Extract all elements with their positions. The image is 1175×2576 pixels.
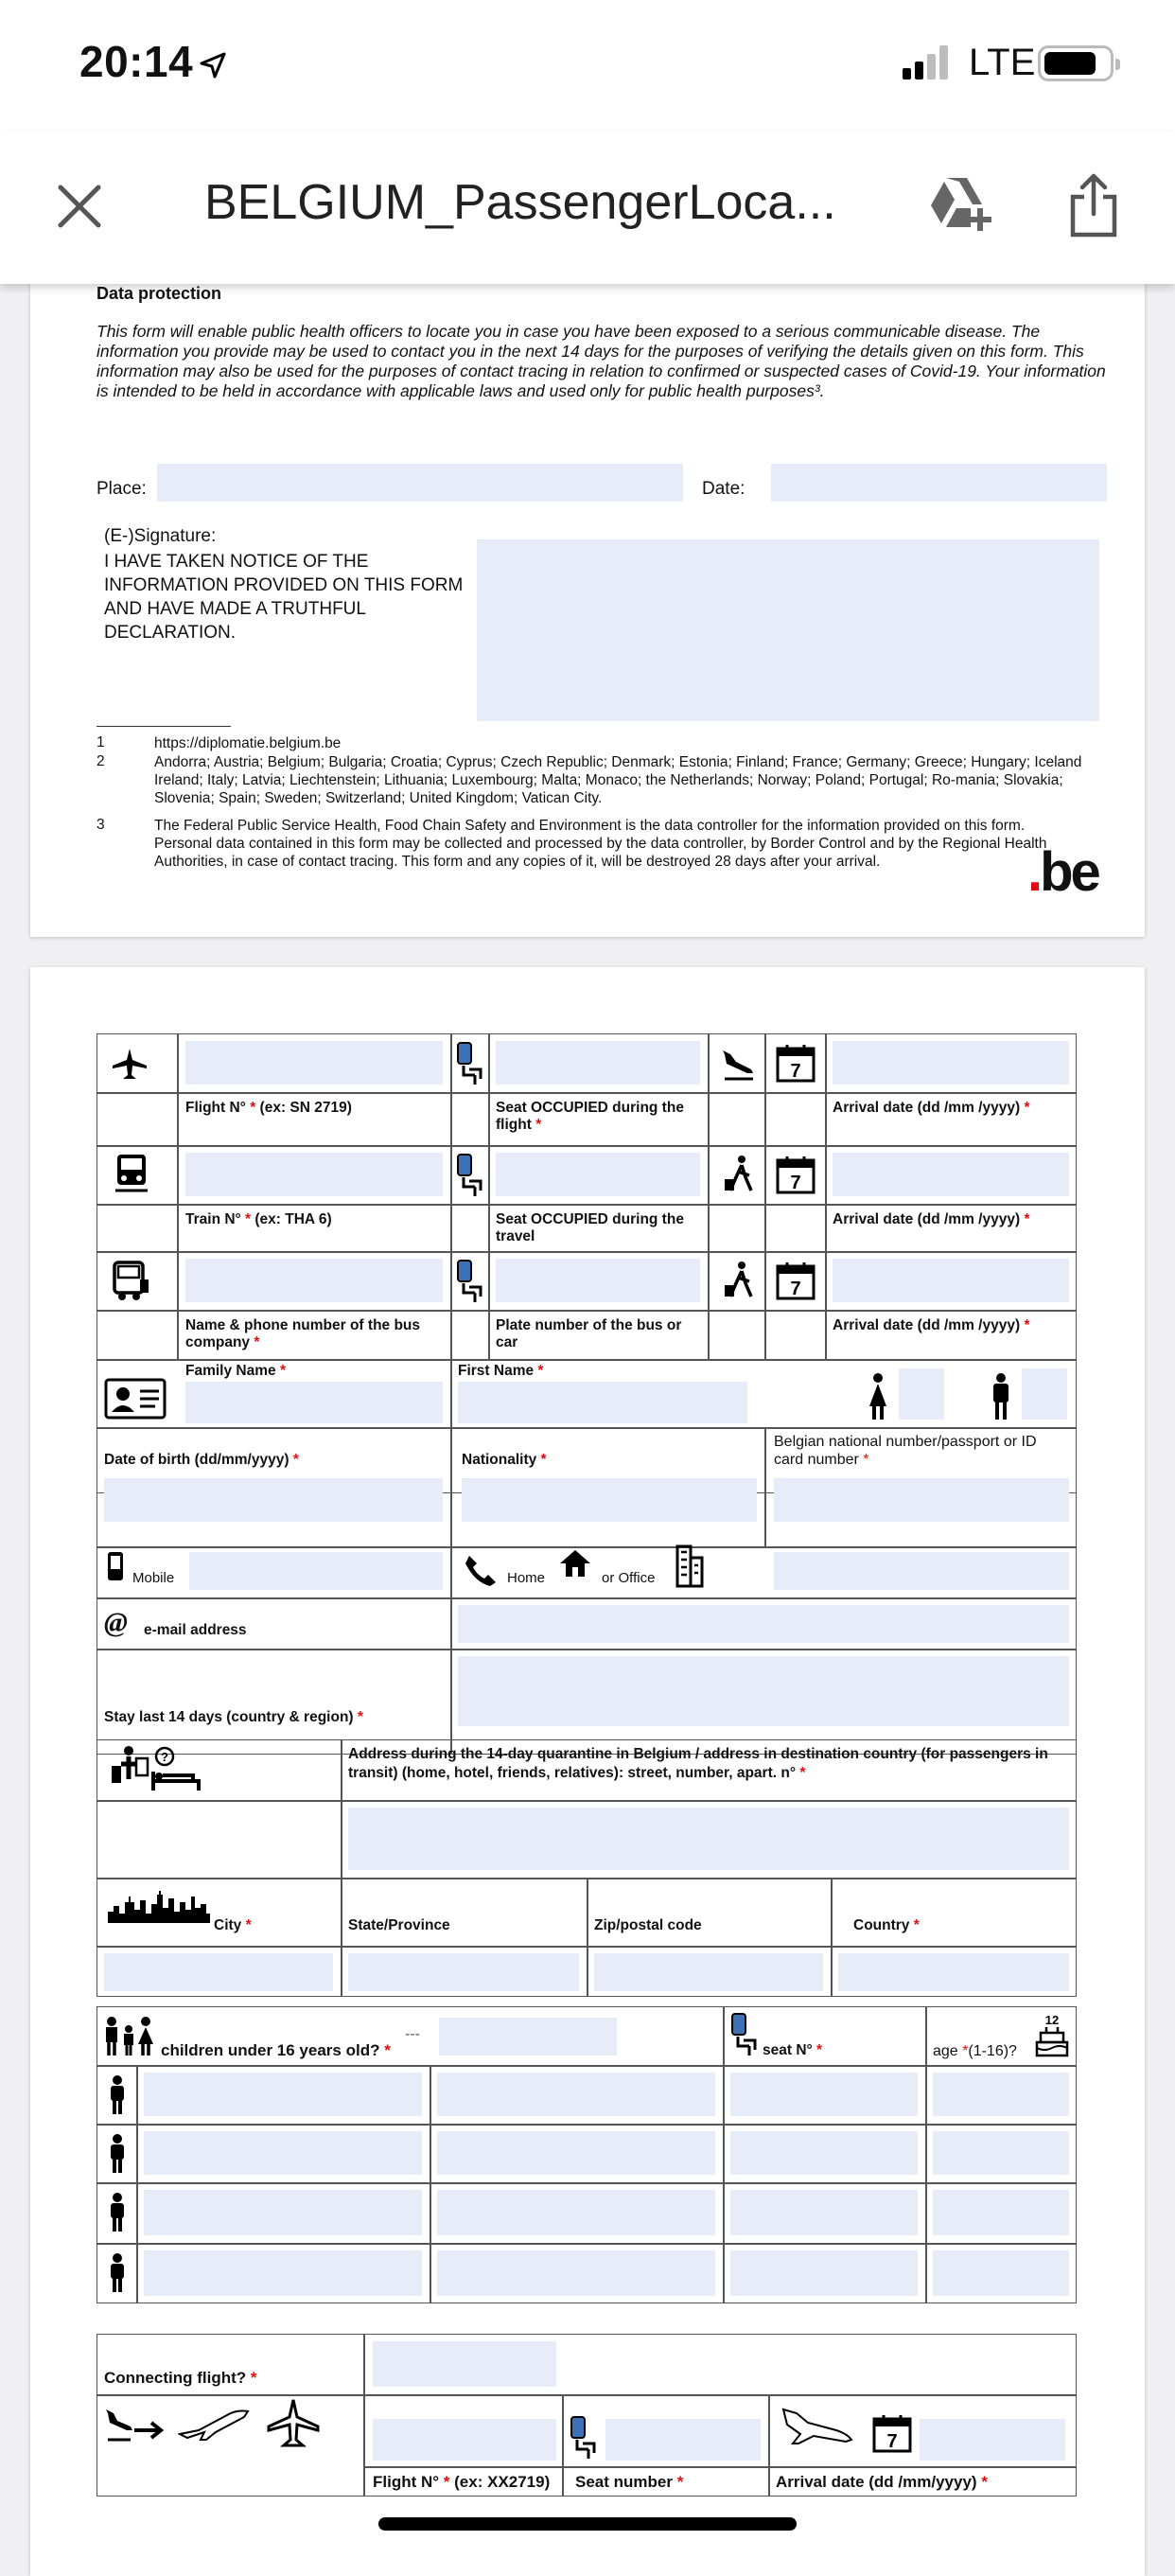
connecting-arrival-date-field[interactable] — [920, 2419, 1065, 2461]
flight-number-label: Flight N° * (ex: SN 2719) — [185, 1100, 352, 1116]
email-field[interactable] — [458, 1605, 1069, 1643]
child-seat-field[interactable] — [730, 2250, 918, 2296]
bus-company-label: Name & phone number of the bus company * — [185, 1317, 421, 1350]
children-label: children under 16 years old? * — [161, 2041, 391, 2059]
female-icon — [867, 1372, 889, 1421]
address-field[interactable] — [348, 1808, 1069, 1870]
connecting-flight-field[interactable] — [373, 2341, 556, 2387]
share-icon[interactable] — [1067, 172, 1120, 238]
bus-arrival-date-label: Arrival date (dd /mm /yyyy) * — [833, 1317, 1030, 1333]
female-checkbox[interactable] — [899, 1368, 944, 1420]
child-icon — [106, 2192, 129, 2233]
plane-outline-icon — [178, 2406, 254, 2444]
bus-arrival-date-field[interactable] — [833, 1259, 1069, 1302]
connecting-flight-number-label: Flight N° * (ex: XX2719) — [373, 2473, 551, 2491]
pdf-page-2 — [30, 967, 1145, 2576]
plane-takeoff-icon — [267, 2398, 320, 2451]
calendar-icon — [776, 1261, 815, 1300]
footnote-divider — [96, 726, 231, 727]
calendar-day: 7 — [886, 2431, 898, 2452]
child-first-name-field[interactable] — [437, 2190, 715, 2235]
state-field[interactable] — [348, 1953, 579, 1991]
nationality-label: Nationality * — [462, 1452, 547, 1468]
be-logo: .be — [1027, 841, 1098, 903]
nationality-field[interactable] — [462, 1478, 757, 1522]
calendar-icon — [776, 1043, 815, 1083]
date-field[interactable] — [771, 464, 1107, 502]
status-bar — [0, 0, 1175, 132]
country-field[interactable] — [838, 1953, 1069, 1991]
footnote-number: 3 — [96, 817, 105, 833]
home-indicator[interactable] — [378, 2517, 797, 2531]
svg-text:12: 12 — [1044, 2013, 1060, 2027]
family-name-label: Family Name * — [185, 1363, 286, 1379]
seat-travel-field[interactable] — [496, 1153, 700, 1196]
child-icon — [106, 2074, 129, 2116]
transfer-landing-icon — [104, 2406, 165, 2447]
home-icon — [556, 1546, 594, 1579]
flight-number-field[interactable] — [185, 1041, 443, 1085]
address-label: Address during the 14-day quarantine in Belgium / address in destination country (for passengers in transit) (home, hotel, friends, relatives): street, number, apart. n° * — [348, 1746, 1048, 1781]
family-name-field[interactable] — [185, 1382, 443, 1423]
place-label: Place: — [96, 479, 147, 499]
national-number-field[interactable] — [774, 1478, 1069, 1522]
data-protection-heading: Data protection — [96, 284, 222, 303]
location-arrow-icon — [199, 51, 227, 79]
mobile-label: Mobile — [132, 1570, 175, 1586]
train-arrival-date-field[interactable] — [833, 1153, 1069, 1196]
home-office-phone-field[interactable] — [774, 1552, 1069, 1590]
calendar-icon — [776, 1155, 815, 1194]
add-to-drive-icon[interactable] — [925, 174, 993, 235]
city-skyline-icon — [108, 1889, 210, 1923]
child-first-name-field[interactable] — [437, 2073, 715, 2116]
bus-company-field[interactable] — [185, 1259, 443, 1302]
place-field[interactable] — [157, 464, 683, 502]
office-label: or Office — [602, 1570, 656, 1586]
train-arrival-date-label: Arrival date (dd /mm /yyyy) * — [833, 1211, 1030, 1227]
stay-field[interactable] — [458, 1656, 1069, 1726]
pdf-page-1 — [30, 274, 1145, 937]
zip-label: Zip/postal code — [594, 1917, 702, 1933]
child-first-name-field[interactable] — [437, 2131, 715, 2175]
plate-number-label: Plate number of the bus or car — [496, 1317, 682, 1350]
connecting-seat-label: Seat number * — [575, 2473, 684, 2491]
child-age-field[interactable] — [933, 2073, 1069, 2116]
dob-label: Date of birth (dd/mm/yyyy) * — [104, 1452, 299, 1468]
child-icon — [106, 2133, 129, 2175]
child-icon — [106, 2252, 129, 2294]
plane-landing-icon — [719, 1045, 757, 1083]
child-name-field[interactable] — [144, 2190, 422, 2235]
document-title: BELGIUM_PassengerLoca... — [204, 175, 836, 230]
footnote-text: Andorra; Austria; Belgium; Bulgaria; Croatia; Cyprus; Czech Republic; Denmark; Estonia; Finland; France; Germany; Greece; Hungary; Iceland Ireland; Italy; Latvia; Liechtenstein; Lithuania; Luxembourg; Malta; Monaco; the Netherlands; Norway; Poland; Portugal; Ro-mania; Slovakia; Slovenia; Spain; Sweden; Switzerland; United Kingdom; Vatican City. — [154, 754, 1082, 806]
national-number-label: Belgian national number/passport or ID card number * — [774, 1434, 1037, 1468]
home-label: Home — [507, 1570, 546, 1586]
child-name-field[interactable] — [144, 2131, 422, 2175]
seat-flight-label: Seat OCCUPIED during the flight * — [496, 1100, 684, 1133]
first-name-field[interactable] — [458, 1382, 747, 1423]
country-label: Country * — [853, 1917, 920, 1933]
svg-text:?: ? — [161, 1750, 168, 1764]
dob-field[interactable] — [104, 1478, 443, 1522]
plane-landing-outline-icon — [780, 2406, 859, 2447]
signature-declaration: I HAVE TAKEN NOTICE OF THE INFORMATION PROVIDED ON THIS FORM AND HAVE MADE A TRUTHFUL DECLARATION. — [104, 552, 464, 643]
child-seat-field[interactable] — [730, 2073, 918, 2116]
stay-label: Stay last 14 days (country & region) * — [104, 1709, 363, 1725]
signature-label: (E-)Signature: — [104, 526, 217, 546]
close-icon[interactable] — [55, 182, 104, 231]
footnote-number: 1 — [96, 734, 105, 750]
male-checkbox[interactable] — [1022, 1368, 1067, 1420]
calendar-day: 7 — [790, 1173, 801, 1193]
plate-number-field[interactable] — [496, 1259, 700, 1302]
children-count-field[interactable] — [439, 2018, 617, 2056]
child-name-field[interactable] — [144, 2073, 422, 2116]
child-seat-field[interactable] — [730, 2131, 918, 2175]
child-name-field[interactable] — [144, 2250, 422, 2296]
train-number-field[interactable] — [185, 1153, 443, 1196]
data-protection-text: This form will enable public health officers to locate you in case you have been exposed to a serious communicable disease. The information you provide may be used to contact you in the next 14 days for the purposes of verifying the details given on this form. This information may also be used for the purposes of contact tracing in relation to confirmed or suspected cases of Covid-19. Your information is intended to be held in accordance with applicable laws and used only for public health purposes³. — [96, 322, 1106, 400]
state-label: State/Province — [348, 1917, 450, 1933]
child-first-name-field[interactable] — [437, 2250, 715, 2296]
city-label: City * — [214, 1917, 252, 1933]
mobile-phone-icon — [106, 1550, 125, 1582]
id-card-icon — [104, 1378, 167, 1420]
connecting-seat-field[interactable] — [605, 2419, 761, 2461]
footnote-text: https://diplomatie.belgium.be — [154, 735, 342, 751]
age-label: age *(1-16)? — [933, 2043, 1017, 2059]
train-icon — [114, 1153, 149, 1194]
office-building-icon — [674, 1543, 706, 1588]
city-field[interactable] — [104, 1953, 333, 1991]
flight-arrival-date-field[interactable] — [833, 1041, 1069, 1085]
train-number-label: Train N° * (ex: THA 6) — [185, 1211, 332, 1227]
seat-icon — [730, 2012, 759, 2057]
child-age-field[interactable] — [933, 2250, 1069, 2296]
seat-number-label: seat N° * — [763, 2042, 823, 2058]
mobile-field[interactable] — [189, 1552, 443, 1590]
footnote-number: 2 — [96, 753, 105, 769]
children-dashes: --- — [405, 2026, 420, 2042]
at-sign-icon: @ — [104, 1607, 128, 1638]
quarantine-accommodation-icon — [108, 1745, 202, 1794]
email-label: e-mail address — [144, 1622, 247, 1638]
seat-icon — [456, 1153, 484, 1198]
child-age-field[interactable] — [933, 2131, 1069, 2175]
date-label: Date: — [702, 479, 745, 499]
calendar-day: 7 — [790, 1279, 801, 1299]
calendar-day: 7 — [790, 1061, 801, 1082]
calendar-icon — [872, 2413, 912, 2453]
footnote-text: The Federal Public Service Health, Food Chain Safety and Environment is the data controller for the information provided on this form. Personal data contained in this form may be collected and processed by the data controller, by Border Control and by the Regional Health Authorities, in case of contact tracing. This form and any copies of it, will be destroyed 28 days after your arrival. — [154, 818, 1047, 870]
flight-arrival-date-label: Arrival date (dd /mm /yyyy) * — [833, 1100, 1030, 1116]
first-name-label: First Name * — [458, 1363, 544, 1379]
traveller-icon — [721, 1261, 759, 1302]
family-icon — [102, 2016, 155, 2057]
child-seat-field[interactable] — [730, 2190, 918, 2235]
seat-icon — [456, 1041, 484, 1086]
male-icon — [990, 1372, 1012, 1421]
seat-flight-field[interactable] — [496, 1041, 700, 1085]
phone-icon — [464, 1554, 498, 1588]
airplane-icon — [111, 1047, 149, 1081]
viewer-toolbar — [0, 132, 1175, 284]
connecting-arrival-date-label: Arrival date (dd /mm/yyyy) * — [776, 2473, 988, 2491]
child-age-field[interactable] — [933, 2190, 1069, 2235]
signature-field[interactable] — [477, 539, 1099, 721]
birthday-cake-icon — [1035, 2012, 1069, 2057]
connecting-flight-label: Connecting flight? * — [104, 2369, 257, 2387]
zip-field[interactable] — [594, 1953, 823, 1991]
seat-icon — [570, 2415, 598, 2461]
signal-icon — [903, 45, 948, 79]
connecting-flight-number-field[interactable] — [373, 2419, 556, 2461]
network-type: LTE — [969, 42, 1036, 83]
seat-icon — [456, 1259, 484, 1304]
status-time: 20:14 — [79, 36, 227, 87]
seat-travel-label: Seat OCCUPIED during the travel — [496, 1211, 684, 1244]
battery-icon — [1038, 45, 1114, 81]
traveller-icon — [721, 1155, 759, 1196]
bus-icon — [112, 1261, 149, 1302]
